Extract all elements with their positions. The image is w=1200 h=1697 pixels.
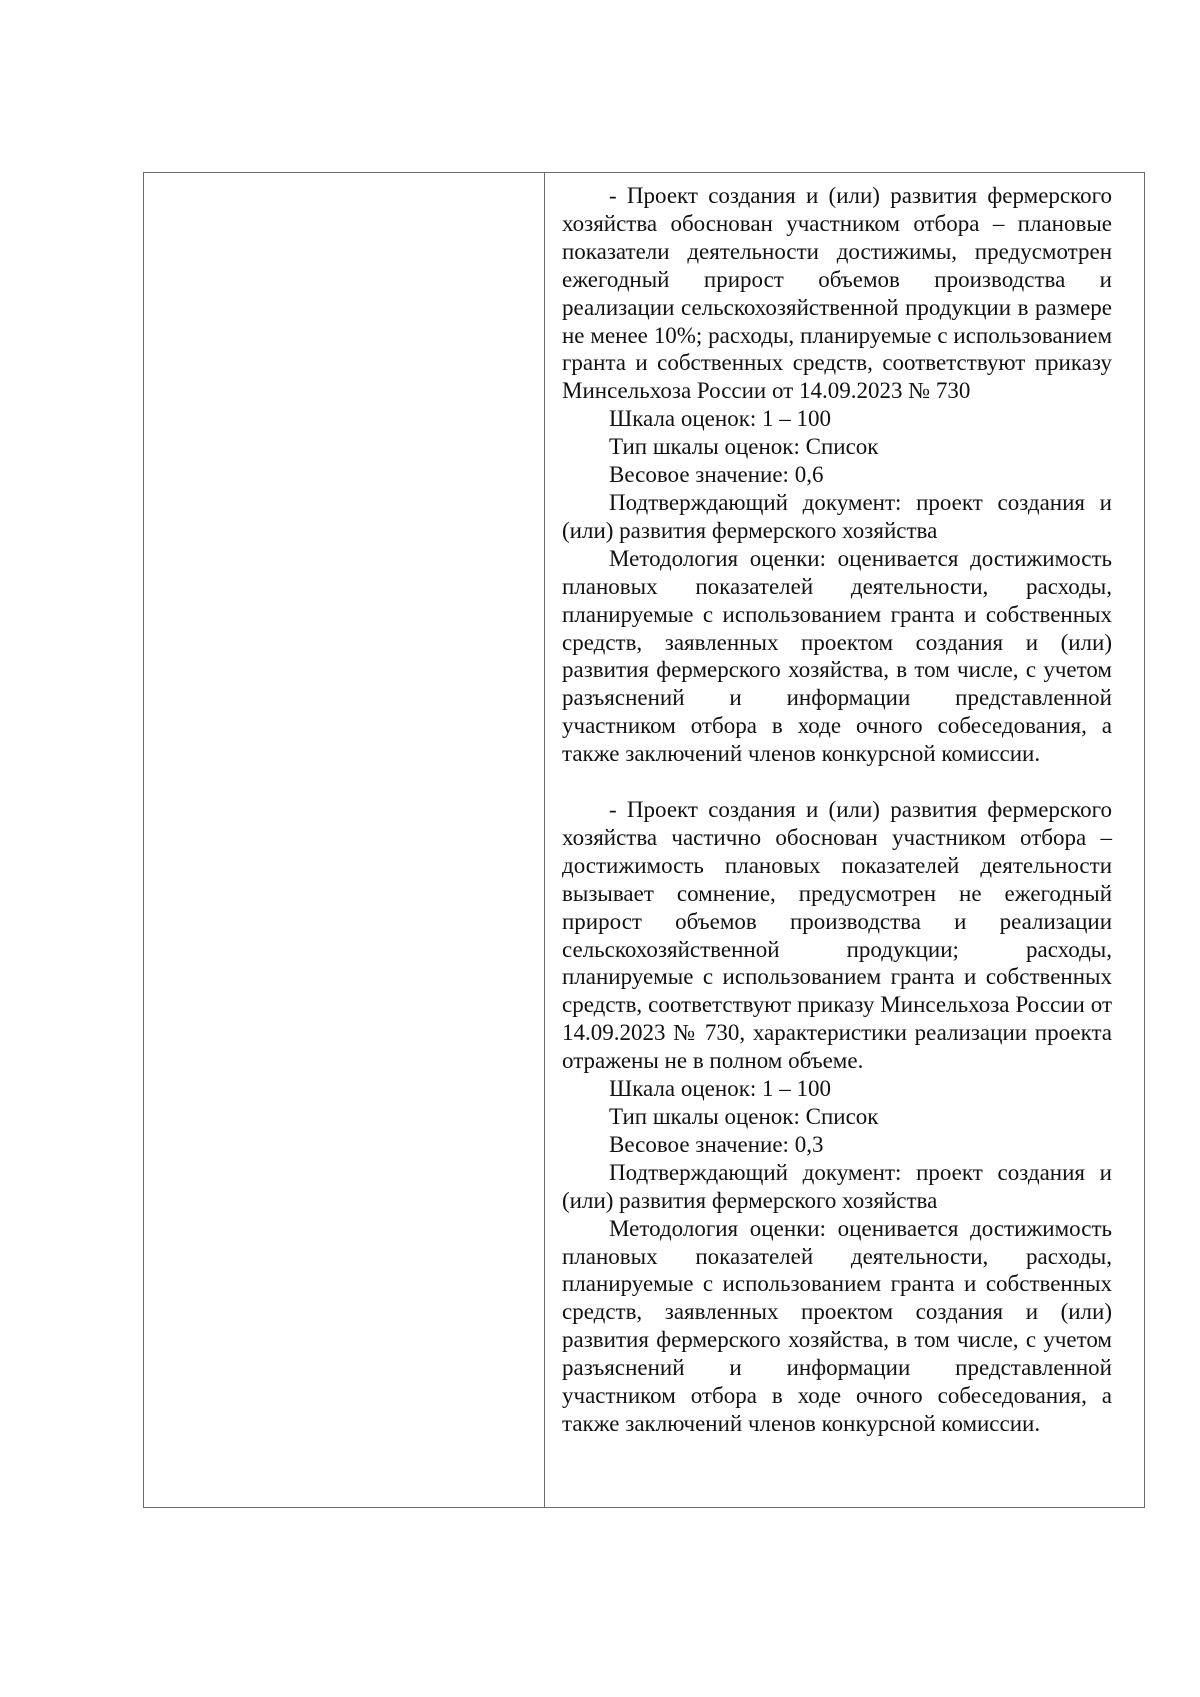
score-scale: Шкала оценок: 1 – 100 (609, 1076, 832, 1102)
criterion-description: - Проект создания и (или) развития фермерского хозяйства обоснован участником отбора – плановые показатели деятельности достижимы, предусмотрен ежегодный прирост объемов производства и реализации сельскохозяйственной продукции в размере не менее 10%; расходы, планируемые с использованием гранта и собственных средств, соответствуют приказу Минсельхоза России от 14.09.2023 № 730 (562, 183, 1112, 404)
criterion-block-1 (562, 182, 1112, 768)
criteria-table (143, 172, 1145, 1508)
table-right-cell (545, 173, 1144, 1507)
scale-type: Тип шкалы оценок: Список (609, 434, 879, 460)
supporting-document: Подтверждающий документ: проект создания и (или) развития фермерского хозяйства (562, 489, 1112, 543)
weight-value: Весовое значение: 0,6 (609, 462, 824, 488)
weight-value: Весовое значение: 0,3 (609, 1131, 824, 1157)
scale-type: Тип шкалы оценок: Список (609, 1104, 879, 1129)
evaluation-methodology: Методология оценки: оценивается достижимость плановых показателей деятельности, расходы, планируемые с использованием гранта и собственных средств, заявленных проектом создания и (или) развития фермерского хозяйства, в том числе, с учетом разъяснений и информации представленной участником отбора в ходе очного собеседования, а также заключений членов конкурсной комиссии. (562, 1215, 1112, 1436)
table-left-cell (144, 173, 545, 1507)
criterion-block-2 (562, 796, 1112, 1438)
supporting-document: Подтверждающий документ: проект создания и (или) развития фермерского хозяйства (562, 1159, 1112, 1213)
evaluation-methodology: Методология оценки: оценивается достижимость плановых показателей деятельности, расходы, планируемые с использованием гранта и собственных средств, заявленных проектом создания и (или) развития фермерского хозяйства, в том числе, с учетом разъяснений и информации представленной участником отбора в ходе очного собеседования, а также заключений членов конкурсной комиссии. (562, 545, 1112, 767)
criterion-description: - Проект создания и (или) развития фермерского хозяйства частично обоснован участником отбора – достижимость плановых показателей деятельности вызывает сомнение, предусмотрен не ежегодный прирост объемов производства и реализации сельскохозяйственной продукции; расходы, планируемые с использованием гранта и собственных средств, соответствуют приказу Минсельхоза России от 14.09.2023 № 730, характеристики реализации проекта отражены не в полном объеме. (562, 797, 1112, 1074)
score-scale: Шкала оценок: 1 – 100 (609, 406, 832, 432)
block-spacer (562, 768, 1112, 796)
